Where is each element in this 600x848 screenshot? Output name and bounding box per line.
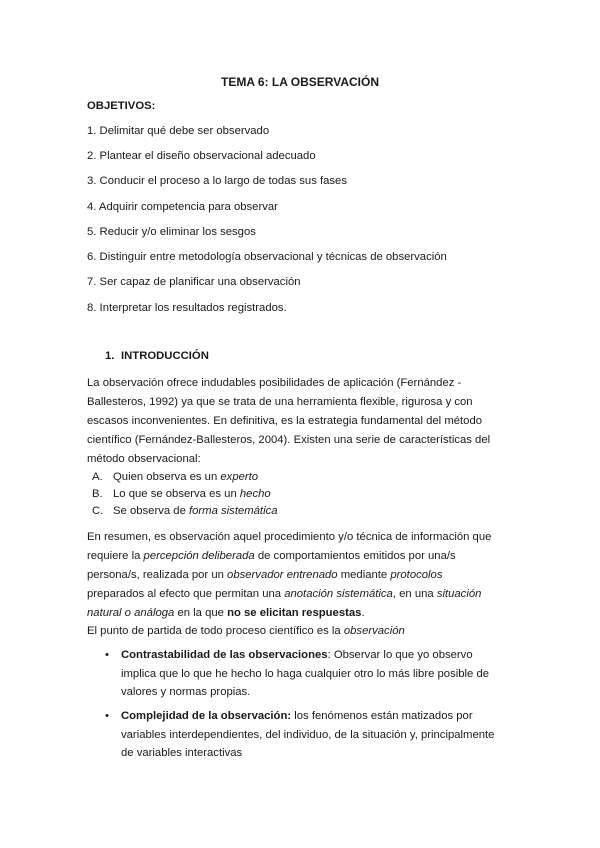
text-segment: Ballesteros, 1992) ya que se trata de una herramienta flexible, rigurosa y con [87,396,473,408]
page-title: TEMA 6: LA OBSERVACIÓN [220,75,379,89]
text-segment: El punto de partida de todo proceso científico es la [87,625,344,637]
text-segment: preparados al efecto que permitan una [87,588,285,600]
text-segment: • [105,710,109,722]
paragraph-line [87,414,482,428]
text-segment: : Observar lo que yo observo [327,649,473,661]
bullet-icon [105,648,109,662]
text-segment: valores y normas propias. [121,686,251,698]
paragraph-line [87,395,473,409]
list-marker [92,504,103,518]
text-segment: Se observa de [113,505,189,517]
text-segment: 4. Adquirir competencia para observar [87,201,278,213]
bold-text: no se elicitan respuestas [227,607,362,619]
bullet-item-line [121,648,473,662]
italic-text: experto [220,471,259,483]
objective-item [87,149,316,163]
text-segment: escasos inconvenientes. En definitiva, es la estrategia fundamental del método [87,415,483,427]
objectives-heading: OBJETIVOS: [87,100,156,112]
italic-text: natural o análoga [87,607,175,619]
text-segment: 2. Plantear el diseño observacional adecuado [87,150,316,162]
paragraph-line [87,433,490,447]
text-segment: 7. Ser capaz de planificar una observación [87,276,301,288]
list-marker [92,470,103,484]
objective-item [87,250,447,264]
bullet-item-line [121,667,489,681]
objective-item [87,174,347,188]
text-segment: variables interdependientes, del individuo, de la situación y, principalmente [121,729,495,741]
paragraph-line [87,587,481,601]
italic-text: anotación sistemática [284,588,393,600]
italic-text: forma sistemática [189,505,278,517]
text-segment: Quien observa es un [113,471,221,483]
text-segment: 3. Conducir el proceso a lo largo de todas sus fases [87,175,347,187]
text-segment: persona/s, realizada por un [87,569,228,581]
text-segment: científico (Fernández-Ballesteros, 2004). Existen una serie de características del [87,434,491,446]
objective-item [87,200,278,214]
paragraph-line [87,624,405,638]
text-segment: método observacional: [87,453,201,465]
italic-text: percepción deliberada [143,550,255,562]
italic-text: situación [436,588,482,600]
section-title: INTRODUCCIÓN [121,350,209,362]
text-segment: C. [92,505,104,517]
text-segment: de comportamientos emitidos por una/s [254,550,456,562]
text-segment: . [361,607,365,619]
text-segment: 8. Interpretar los resultados registrados. [87,302,287,314]
text-segment: 1. Delimitar qué debe ser observado [87,125,270,137]
text-segment: en la que [174,607,228,619]
text-segment: , en una [392,588,437,600]
bullet-item-line [121,709,473,723]
text-segment: Lo que se observa es un [113,488,240,500]
paragraph-line [87,530,491,544]
bullet-item-line [121,746,242,760]
text-segment: A. [92,471,103,483]
objective-item [87,225,256,239]
text-segment: • [105,649,109,661]
text-segment: de variables interactivas [121,747,243,759]
characteristic-item [113,504,278,518]
text-segment: los fenómenos están matizados por [291,710,473,722]
bold-text: Complejidad de la observación: [121,710,292,722]
bullet-item-line [121,685,250,699]
paragraph-line [87,376,461,390]
paragraph-line [87,549,456,563]
text-segment: implica que lo que he hecho lo haga cualquier otro lo más libre posible de [121,668,490,680]
bold-text: Contrastabilidad de las observaciones [121,649,328,661]
characteristic-item [113,470,258,484]
list-marker [92,487,103,501]
text-segment: 5. Reducir y/o eliminar los sesgos [87,226,256,238]
text-segment: En resumen, es observación aquel procedimiento y/o técnica de información que [87,531,492,543]
text-segment: B. [92,488,103,500]
paragraph-line [87,568,442,582]
bullet-icon [105,709,109,723]
paragraph-line [87,606,365,620]
text-segment: requiere la [87,550,144,562]
italic-text: observador entrenado [227,569,338,581]
section-number: 1. [105,350,115,362]
objective-item [87,275,301,289]
text-segment: mediante [337,569,391,581]
objective-item [87,124,269,138]
characteristic-item [113,487,271,501]
italic-text: protocolos [390,569,443,581]
italic-text: observación [343,625,405,637]
bullet-item-line [121,728,494,742]
paragraph-line [87,452,201,466]
text-segment: 6. Distinguir entre metodología observacional y técnicas de observación [87,251,447,263]
italic-text: hecho [239,488,271,500]
text-segment: La observación ofrece indudables posibilidades de aplicación (Fernández - [87,377,462,389]
objective-item [87,301,287,315]
